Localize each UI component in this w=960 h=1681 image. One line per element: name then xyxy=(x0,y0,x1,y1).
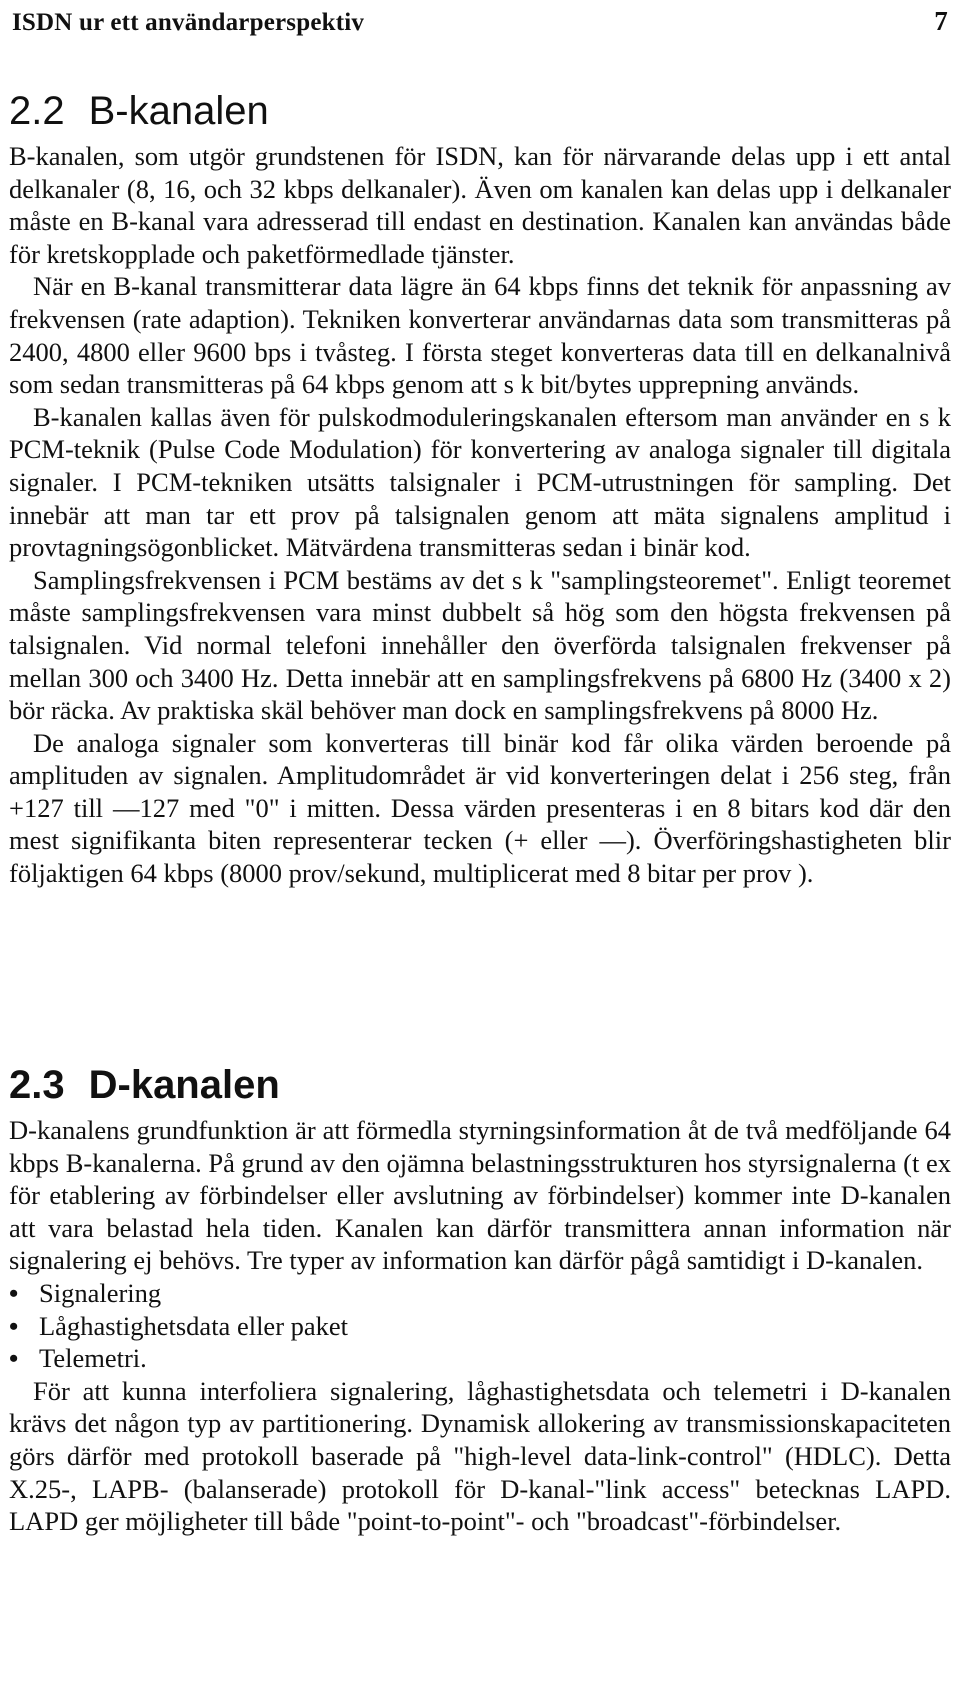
bullet-icon: • xyxy=(9,1310,19,1341)
paragraph: B-kanalen, som utgör grundstenen för ISDN, kan för närvarande delas upp i ett antal delkanaler (8, 16, och 32 kbps delkanaler). Även om kanalen kan delas upp i delkanaler måste en B-kanal vara adresserad till endast en destination. Kanalen kan användas både för kretskopplade och paketförmedlade tjänster. xyxy=(9,141,951,269)
section-heading-d-kanalen xyxy=(9,1062,951,1108)
section-number: 2.2 xyxy=(9,89,65,133)
bullet-icon: • xyxy=(9,1277,19,1308)
section-title: D-kanalen xyxy=(88,1063,280,1107)
section-number: 2.3 xyxy=(9,1063,65,1107)
paragraph: D-kanalens grundfunktion är att förmedla styrningsinformation åt de två medföljande 64 kbps B-kanalerna. På grund av den ojämna belastningsstrukturen hos styrsignalerna (t ex för etablering av förbindelser eller avslutning av förbindelser) kommer inte D-kanalen att vara belastad hela tiden. Kanalen kan därför transmittera annan information när signalering ej behövs. Tre typer av information kan därför pågå samtidigt i D-kanalen. xyxy=(9,1115,951,1276)
running-header xyxy=(12,6,948,42)
section-title: B-kanalen xyxy=(88,89,269,133)
paragraph: Samplingsfrekvensen i PCM bestäms av det s k "samplingsteoremet". Enligt teoremet måste samplingsfrekvensen vara minst dubbelt så hög som den högsta frekvensen på talsignalen. Vid normal telefoni innehåller den överförda talsignalen frekvenser på mellan 300 och 3400 Hz. Detta innebär att en samplingsfrekvens på 6800 Hz (3400 x 2) bör räcka. Av praktiska skäl behöver man dock en samplingsfrekvens på 8000 Hz. xyxy=(9,564,951,726)
list-item xyxy=(9,1310,951,1343)
bullet-list xyxy=(9,1277,951,1375)
running-header-title: ISDN ur ett användarperspektiv xyxy=(12,9,365,36)
section-d-kanalen xyxy=(9,1062,951,1538)
section-heading-b-kanalen xyxy=(9,88,951,134)
bullet-icon: • xyxy=(9,1343,19,1374)
paragraph: När en B-kanal transmitterar data lägre än 64 kbps finns det teknik för anpassning av frekvensen (rate adaption). Tekniken konverterar användarnas data som transmitteras på 2400, 4800 eller 9600 bps i tvåsteg. I första steget konverteras data till en delkanalnivå som sedan transmitteras på 64 kbps genom att s k bit/bytes upprepning används. xyxy=(9,271,951,400)
list-item-text: Signalering xyxy=(39,1277,162,1308)
page-number: 7 xyxy=(934,6,948,36)
paragraph: B-kanalen kallas även för pulskodmoduleringskanalen eftersom man använder en s k PCM-teknik (Pulse Code Modulation) för konvertering av analoga signaler till digitala signaler. I PCM-tekniken utsätts talsignaler i PCM-utrustningen för sampling. Det innebär att man tar ett prov på talsignalen genom att mäta signalens amplitud i provtagningsögonblicket. Mätvärdena transmitteras sedan i binär kod. xyxy=(9,401,951,563)
paragraph: De analoga signaler som konverteras till binär kod får olika värden beroende på amplituden av signalen. Amplitudområdet är vid konverteringen delat i 256 steg, från +127 till —127 med "0" i mitten. Dessa värden presenteras i en 8 bitars kod där den mest signifikanta biten representerar tecken (+ eller —). Överföringshastigheten blir följaktigen 64 kbps (8000 prov/sekund, multiplicerat med 8 bitar per prov ). xyxy=(9,727,951,889)
section-b-kanalen xyxy=(9,88,951,890)
list-item xyxy=(9,1277,951,1310)
list-item xyxy=(9,1342,951,1375)
list-item-text: Låghastighetsdata eller paket xyxy=(39,1310,349,1341)
list-item-text: Telemetri. xyxy=(39,1343,147,1374)
paragraph: För att kunna interfoliera signalering, låghastighetsdata och telemetri i D-kanalen krävs det någon typ av partitionering. Dynamisk allokering av transmissionskapaciteten görs därför med protokoll baserade på "high-level data-link-control" (HDLC). Detta X.25-, LAPB- (balanserade) protokoll för D-kanal-"link access" betecknas LAPD. LAPD ger möjligheter till både "point-to-point"- och "broadcast"-förbindelser. xyxy=(9,1375,951,1537)
